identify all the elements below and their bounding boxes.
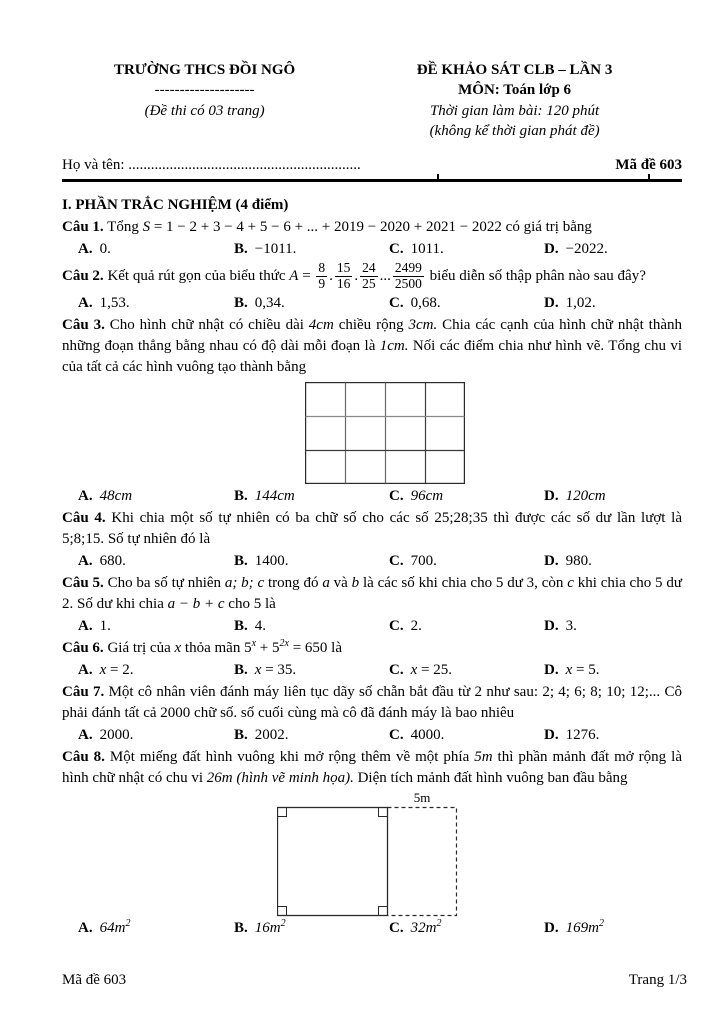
option-a: [78, 616, 234, 637]
question-text: chiều rộng: [333, 316, 409, 333]
option-letter: C.: [389, 552, 404, 569]
option-letter: D.: [544, 617, 559, 634]
option-d: [544, 239, 682, 260]
question-label: Câu 6.: [62, 639, 104, 656]
option-math-var: x: [254, 661, 262, 678]
fraction-denominator: 2500: [394, 275, 422, 291]
question-3-options: [62, 486, 682, 507]
option-value: 1011.: [410, 241, 444, 257]
rule-tick: [437, 174, 439, 180]
question-text: thỏa mãn: [181, 639, 245, 656]
question-text: cho 5 là: [224, 595, 276, 612]
question-text: Cô phải đánh tất cả 2000 chữ số. số cuối cùng mà cô đã đánh máy là bao nhiêu: [62, 683, 682, 721]
math-dot: .: [329, 267, 333, 284]
option-c: [389, 486, 544, 507]
question-text: Cho ba số tự nhiên: [107, 574, 225, 591]
fraction: [335, 261, 353, 292]
grid-4x3-drawing: [305, 382, 465, 484]
question-text: trong đó: [264, 574, 323, 591]
option-d: [544, 660, 682, 681]
option-c: [389, 918, 544, 939]
option-letter: C.: [389, 726, 404, 743]
option-c: [389, 660, 544, 681]
math-exponent: 2x: [279, 637, 289, 649]
option-value: 1,02.: [565, 294, 596, 311]
fraction-numerator: 2499: [394, 260, 422, 275]
header-rule: [62, 179, 682, 182]
math-expression: = 1 − 2 + 3 − 4 + 5 − 6 + ... + 2019 − 2020 + 2021 − 2022: [150, 219, 506, 235]
option-letter: A.: [78, 919, 93, 936]
option-value: 2002.: [254, 726, 289, 743]
math-value: 4cm: [308, 316, 334, 333]
fraction: [393, 261, 424, 292]
question-6-options: [62, 660, 682, 681]
fraction-numerator: 8: [318, 260, 326, 275]
option-d: [544, 293, 682, 314]
option-b: [234, 918, 389, 939]
option-value: = 2.: [106, 661, 134, 678]
option-value: 1.: [99, 617, 111, 634]
option-letter: C.: [389, 661, 404, 678]
name-row: [62, 155, 682, 179]
option-value: 1276.: [565, 726, 600, 743]
option-value-exponent: 2: [125, 917, 131, 929]
math-tail: = 650: [288, 639, 328, 656]
question-8-options: [62, 918, 682, 939]
header-left-block: [62, 60, 347, 141]
option-value: 700.: [410, 552, 437, 569]
math-expression: a − b + c: [167, 595, 225, 612]
option-letter: D.: [544, 726, 559, 743]
exam-title: ĐỀ KHẢO SÁT CLB – LẦN 3: [416, 62, 613, 78]
q3-grid-figure: [305, 382, 682, 484]
page-footer: [62, 970, 687, 991]
option-letter: C.: [389, 919, 404, 936]
option-b: [234, 551, 389, 572]
option-letter: D.: [544, 294, 559, 311]
exam-code: Mã đề 603: [615, 157, 682, 173]
fraction-numerator: 24: [362, 260, 376, 275]
question-1-options: [62, 239, 682, 260]
question-text: khi chia cho 5 dư 2. Số dư khi chia: [62, 574, 682, 612]
option-letter: D.: [544, 919, 559, 936]
math-sequence: 2; 4; 6; 8; 10; 12;...: [542, 683, 661, 700]
option-value: 680.: [99, 552, 126, 569]
option-c: [389, 239, 544, 260]
question-label: Câu 4.: [62, 509, 106, 526]
fraction: [316, 261, 327, 292]
question-4: [62, 508, 682, 550]
option-b: [234, 660, 389, 681]
math-var: A: [289, 267, 299, 284]
option-value-exponent: 2: [436, 917, 442, 929]
option-value: 1400.: [254, 552, 289, 569]
question-text: Diện tích mảnh đất hình vuông ban đầu bằng: [353, 769, 628, 786]
question-text: có giá trị bằng: [505, 219, 592, 235]
question-2: [62, 261, 682, 292]
option-value: 64m: [99, 919, 126, 936]
question-8: [62, 747, 682, 789]
option-value: 16m: [254, 919, 281, 936]
option-letter: C.: [389, 294, 404, 311]
option-value: 2.: [410, 617, 422, 634]
option-letter: C.: [389, 487, 404, 504]
student-name-line: Họ và tên: ..............................................................: [62, 157, 361, 173]
question-6: [62, 638, 682, 659]
option-value: −1011.: [254, 241, 297, 257]
question-text: là: [327, 639, 342, 656]
question-4-options: [62, 551, 682, 572]
option-value: 96cm: [410, 487, 444, 504]
option-value: 2000.: [99, 726, 134, 743]
option-a: [78, 551, 234, 572]
option-a: [78, 293, 234, 314]
option-letter: B.: [234, 294, 248, 311]
option-letter: A.: [78, 487, 93, 504]
math-expression: [244, 637, 328, 656]
option-value: 4.: [254, 617, 267, 634]
figure-dimension-label: 5m: [413, 790, 431, 805]
question-3: [62, 315, 682, 378]
option-b: [234, 239, 389, 260]
option-value: 120cm: [565, 487, 606, 504]
option-b: [234, 293, 389, 314]
option-letter: D.: [544, 552, 559, 569]
math-exponent: x: [251, 637, 257, 649]
option-a: [78, 725, 234, 746]
option-value: 4000.: [410, 726, 445, 743]
option-letter: B.: [234, 617, 248, 634]
math-value: 5m: [474, 748, 493, 765]
square-extension-drawing: [277, 791, 463, 917]
question-text: Nối các điểm chia như hình vẽ. Tổng chu vi của tất cả các hình vuông tạo thành bằng: [62, 337, 682, 375]
option-value-exponent: 2: [280, 917, 286, 929]
question-text: Một miếng đất hình vuông khi mở rộng thêm về một phía: [109, 748, 475, 765]
question-label: Câu 7.: [62, 683, 105, 700]
footer-exam-code: Mã đề 603: [62, 972, 127, 988]
header-divider-dashes: --------------------: [154, 82, 255, 99]
math-var: a: [322, 574, 330, 591]
option-letter: B.: [234, 919, 248, 936]
question-2-options: [62, 293, 682, 314]
option-letter: C.: [389, 617, 404, 634]
question-text: Một cô nhân viên đánh máy liên tục dãy số chẵn bắt đầu từ 2 như sau:: [108, 683, 543, 700]
math-value: 3cm.: [408, 316, 438, 333]
question-label: Câu 3.: [62, 316, 105, 333]
option-d: [544, 486, 682, 507]
footer-page-number: Trang 1/3: [628, 972, 687, 988]
fraction-denominator: 25: [362, 275, 376, 291]
option-letter: D.: [544, 487, 559, 504]
math-base: 5: [244, 639, 252, 656]
option-letter: D.: [544, 661, 559, 678]
option-value: 980.: [565, 552, 592, 569]
fraction-numerator: 15: [336, 260, 351, 275]
option-letter: B.: [234, 552, 248, 569]
option-d: [544, 616, 682, 637]
option-letter: B.: [234, 726, 248, 743]
option-value: = 25.: [417, 661, 452, 678]
option-value: 169m: [565, 919, 599, 936]
rule-tick: [648, 174, 650, 180]
option-d: [544, 725, 682, 746]
question-text: và: [329, 574, 352, 591]
question-text: Chia các cạnh của hình chữ nhật thành những đoạn thẳng bằng nhau có độ dài mỗi đoạn là: [62, 316, 682, 354]
question-5-options: [62, 616, 682, 637]
option-b: [234, 616, 389, 637]
option-letter: B.: [234, 661, 248, 678]
figure-note: (hình vẽ minh họa).: [236, 769, 354, 786]
option-letter: B.: [234, 241, 248, 257]
option-a: [78, 660, 234, 681]
option-value: 1,53.: [99, 294, 130, 311]
math-var: c: [567, 574, 574, 591]
option-c: [389, 616, 544, 637]
option-b: [234, 486, 389, 507]
question-text: Tổng: [107, 219, 143, 235]
question-text: là các số khi chia cho 5 dư 3, còn: [359, 574, 568, 591]
fraction: [360, 261, 378, 292]
option-value: 0.: [99, 241, 111, 257]
math-var: a; b; c: [224, 574, 265, 591]
option-d: [544, 551, 682, 572]
question-label: Câu 2.: [62, 267, 104, 284]
question-1: [62, 217, 682, 238]
option-value: 3.: [565, 617, 577, 634]
math-var: x: [174, 639, 182, 656]
math-var: S: [142, 219, 151, 235]
option-value: −2022.: [565, 241, 608, 257]
fraction-denominator: 9: [318, 275, 326, 291]
option-math-var: x: [565, 661, 573, 678]
question-text: Khi chia một số tự nhiên có ba chữ số cho các số 25;28;35 thì được các số dư lần lượt là 5;8;15. Số tự nhiên đó là: [62, 509, 682, 547]
option-letter: B.: [234, 487, 248, 504]
question-text: thì phần mảnh đất mở rộng là hình chữ nhật có chu vi: [62, 748, 682, 786]
option-letter: A.: [78, 661, 93, 678]
section-heading: I. PHẦN TRẮC NGHIỆM (4 điểm): [62, 197, 289, 213]
option-c: [389, 293, 544, 314]
exam-header: [62, 60, 682, 141]
option-c: [389, 725, 544, 746]
question-7-options: [62, 725, 682, 746]
exam-subject: MÔN: Toán lớp 6: [458, 82, 572, 99]
school-name: TRƯỜNG THCS ĐỒI NGÔ: [113, 62, 296, 78]
header-right-block: [347, 60, 682, 141]
option-value: 144cm: [254, 487, 295, 504]
option-value: 48cm: [99, 487, 133, 504]
math-base: + 5: [256, 639, 280, 656]
option-c: [389, 551, 544, 572]
option-letter: D.: [544, 241, 559, 257]
option-b: [234, 725, 389, 746]
option-value: = 5.: [572, 661, 600, 678]
exam-duration: Thời gian làm bài: 120 phút: [429, 102, 600, 119]
math-value: 1cm.: [379, 337, 409, 354]
option-a: [78, 918, 234, 939]
option-letter: A.: [78, 617, 93, 634]
question-text: biểu diễn số thập phân nào sau đây?: [425, 267, 646, 284]
exam-pages-note: (Đề thi có 03 trang): [144, 102, 265, 119]
option-value: 0,34.: [254, 294, 285, 311]
option-a: [78, 486, 234, 507]
question-label: Câu 1.: [62, 219, 104, 235]
question-text: Giá trị của: [107, 639, 175, 656]
exam-duration-note: (không kể thời gian phát đề): [429, 122, 600, 139]
option-a: [78, 239, 234, 260]
question-5: [62, 573, 682, 615]
option-letter: A.: [78, 726, 93, 743]
option-letter: A.: [78, 241, 93, 257]
option-math-var: x: [99, 661, 107, 678]
math-dot: .: [354, 267, 359, 284]
question-text: Cho hình chữ nhật có chiều dài: [109, 316, 309, 333]
math-equals: =: [298, 267, 315, 284]
option-letter: A.: [78, 294, 93, 311]
option-letter: C.: [389, 241, 404, 257]
q8-square-figure: [277, 791, 682, 917]
option-value: 32m: [410, 919, 437, 936]
option-value: 0,68.: [410, 294, 441, 311]
question-label: Câu 8.: [62, 748, 105, 765]
math-ellipsis: ...: [379, 267, 391, 284]
option-value-exponent: 2: [598, 917, 604, 929]
question-label: Câu 5.: [62, 574, 104, 591]
math-value: 26m: [206, 769, 233, 786]
option-math-var: x: [410, 661, 418, 678]
question-7: [62, 682, 682, 724]
fraction-denominator: 16: [336, 275, 351, 291]
math-var: b: [351, 574, 360, 591]
option-value: = 35.: [261, 661, 297, 678]
option-d: [544, 918, 682, 939]
option-letter: A.: [78, 552, 93, 569]
question-text: Kết quả rút gọn của biểu thức: [107, 267, 290, 284]
